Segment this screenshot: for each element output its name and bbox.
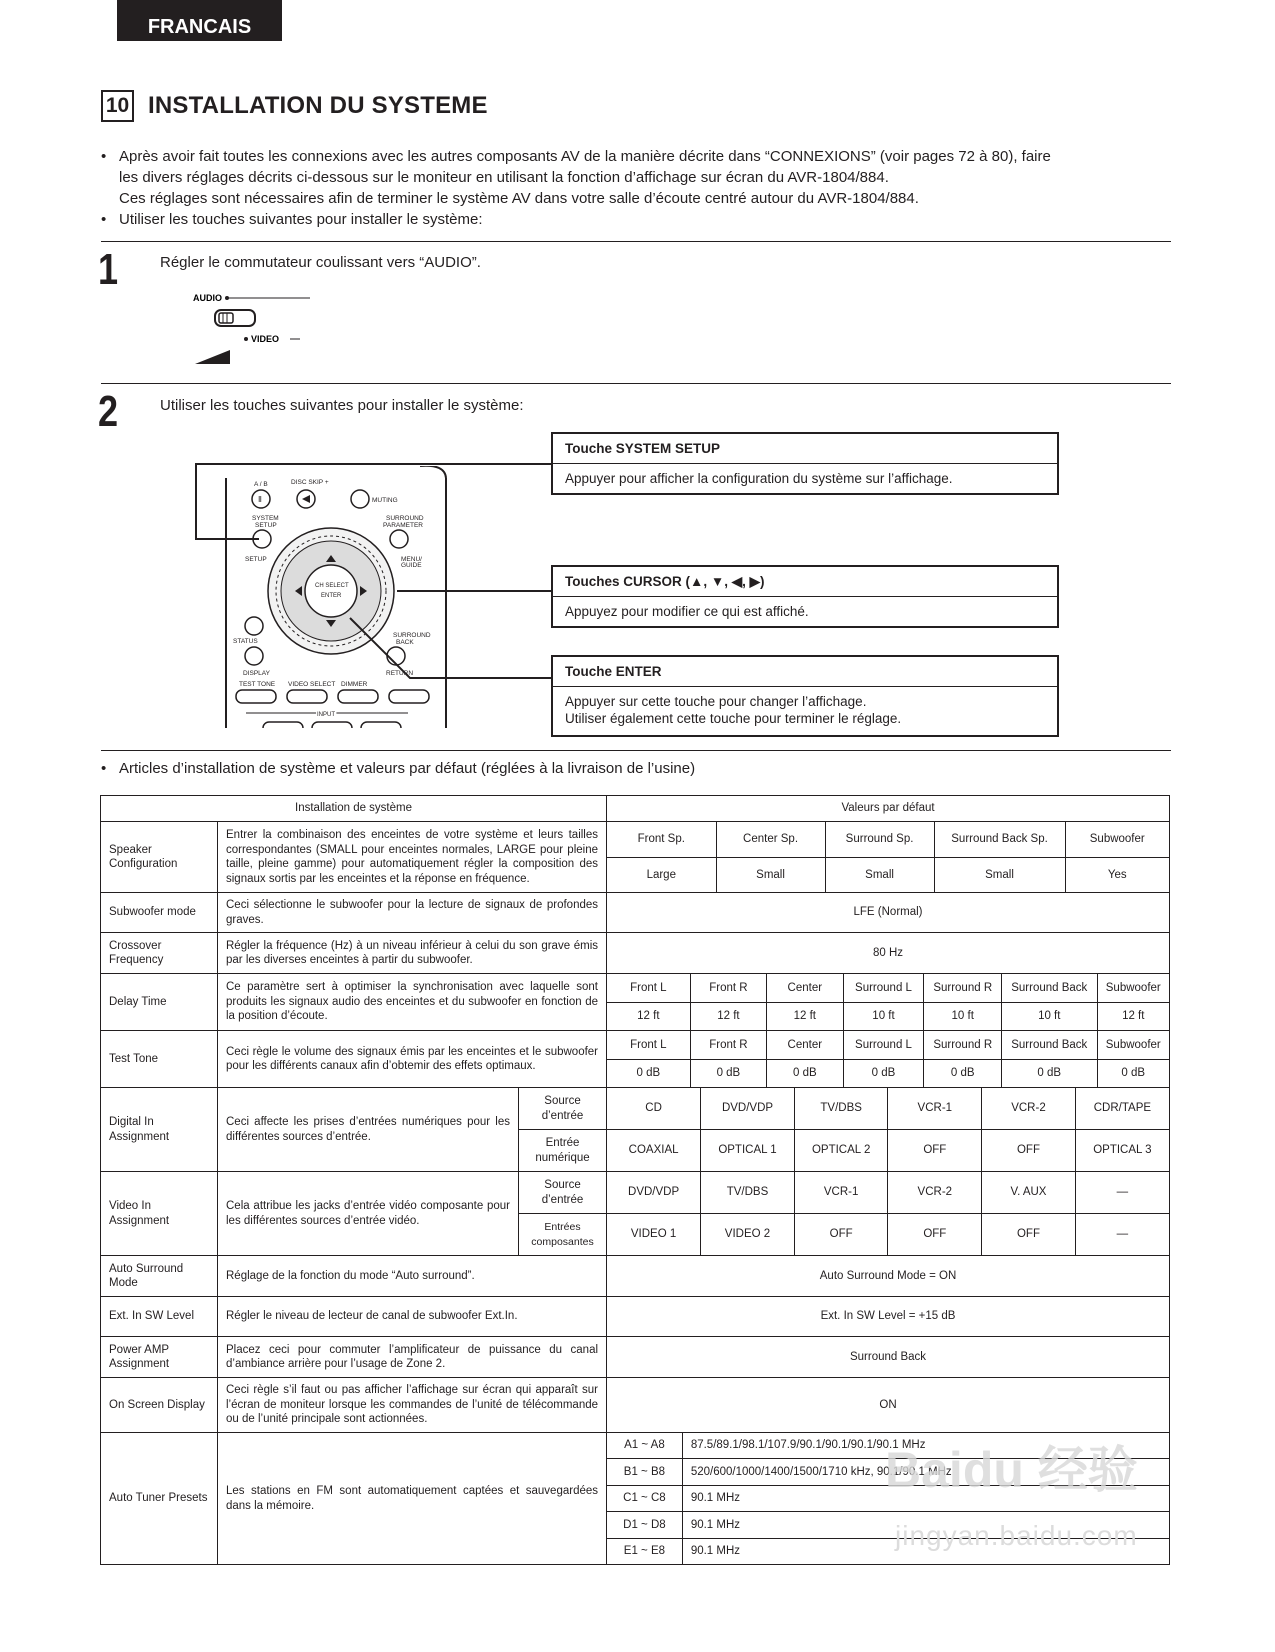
divider <box>101 241 1171 242</box>
step-1-text: Régler le commutateur coulissant vers “AUDIO”. <box>160 254 481 271</box>
callout-cursor: Touches CURSOR (▲, ▼, ◀, ▶) Appuyez pour modifier ce qui est affiché. <box>551 565 1059 628</box>
slide-switch-diagram <box>190 290 320 370</box>
table-row: Subwoofer mode Ceci sélectionne le subwoofer pour la lecture de signaux de profondes graves. LFE (Normal) <box>101 893 1170 933</box>
divider <box>101 383 1171 384</box>
svg-text:DISC SKIP +: DISC SKIP + <box>291 479 329 486</box>
table-row: Delay Time Ce paramètre sert à optimiser la synchronisation avec laquelle sont produits les signaux audio des enceintes et du subwoofer en fonction de la position d’écoute. Front L Front R Center Surround L Surround R Surround Back Subwoofer 12 ft 12 ft 12 ft 10 ft 10 ft 10 ft 12 ft <box>101 974 1170 1031</box>
table-row: Speaker Configuration Entrer la combinaison des enceintes de votre système et leurs tailles correspondantes (SMALL pour enceintes normales, LARGE pour pleine taille, pleine gamme) pour automatiquement régler la composition des signaux sortis par les enceintes et la réponse en fréquence. Front Sp. Center Sp. Surround Sp. Surround Back Sp. Subwoofer Large Small Small Small Yes <box>101 822 1170 893</box>
svg-text:BACK: BACK <box>396 639 414 646</box>
svg-text:VIDEO SELECT: VIDEO SELECT <box>288 681 336 688</box>
svg-text:MENU/: MENU/ <box>401 556 422 563</box>
svg-text:INPUT: INPUT <box>317 712 335 718</box>
intro-text: • Après avoir fait toutes les connexions avec les autres composants AV de la manière décrite dans “CONNEXIONS” (voir pages 72 à 80), faire les divers réglages décrits ci-dessous sur le moniteur en utilisant la fonction d’affichage sur écran du AVR-1804/884. Ces réglages sont nécessaires afin de terminer le système AV dans votre salle d’écoute centré autour du AVR-1804/884. • Utiliser les touches suivantes pour installer le système: <box>101 146 1171 230</box>
svg-text:AUDIO: AUDIO <box>193 293 222 303</box>
svg-text:Ⅱ: Ⅱ <box>258 495 262 504</box>
svg-text:MUTING: MUTING <box>372 497 398 504</box>
table-intro: • Articles d’installation de système et valeurs par défaut (réglées à la livraison de l’usine) <box>101 760 695 777</box>
svg-text:ENTER: ENTER <box>321 593 342 599</box>
svg-text:CH SELECT: CH SELECT <box>315 583 349 589</box>
section-number: 10 <box>101 90 134 122</box>
table-row: Auto Tuner Presets Les stations en FM sont automatiquement captées et sauvegardées dans la mémoire. A1 ~ A8 87.5/89.1/98.1/107.9/90.1/90.1/90.1/90.1 MHz B1 ~ B8 520/600/1000/1400/1500/1710 kHz, 90.1/90.1 MHz C1 ~ C8 90.1 MHz D1 ~ D8 90.1 MHz E1 ~ E8 90.1 MHz <box>101 1433 1170 1565</box>
section-title: INSTALLATION DU SYSTEME <box>148 92 488 119</box>
step-2-number: 2 <box>98 387 119 436</box>
table-head-right: Valeurs par défaut <box>607 796 1170 822</box>
svg-text:RETURN: RETURN <box>386 670 414 677</box>
step-2-text: Utiliser les touches suivantes pour installer le système: <box>160 397 524 414</box>
table-row: Ext. In SW Level Régler le niveau de lecteur de canal de subwoofer Ext.In. Ext. In SW Level = +15 dB <box>101 1297 1170 1337</box>
table-row: On Screen Display Ceci règle s’il faut ou pas afficher l’affichage sur écran qui apparaît sur l’écran de moniteur lorsque les commandes de l’unité de télécommande ou de l’unité principale sont actionnées. ON <box>101 1378 1170 1433</box>
callout-enter: Touche ENTER Appuyer sur cette touche pour changer l’affichage. Utiliser également cette touche pour terminer le réglage. <box>551 655 1059 737</box>
svg-text:DISPLAY: DISPLAY <box>243 670 270 677</box>
table-row: Video In Assignment Cela attribue les jacks d’entrée vidéo composante pour les différentes sources d’entrée vidéo. Source d’entrée DVD/VDP TV/DBS VCR-1 VCR-2 V. AUX — <box>101 1172 1170 1214</box>
svg-text:A / B: A / B <box>254 481 268 488</box>
language-tab: FRANCAIS <box>117 0 282 41</box>
callout-system-setup: Touche SYSTEM SETUP Appuyer pour afficher la configuration du système sur l’affichage. <box>551 432 1059 495</box>
step-1-number: 1 <box>98 245 119 294</box>
divider <box>101 750 1171 751</box>
svg-text:VIDEO: VIDEO <box>251 334 280 344</box>
table-row: Power AMP Assignment Placez ceci pour commuter l’amplificateur de puissance du canal d’ambiance arrière pour l’usage de Zone 2. Surround Back <box>101 1337 1170 1378</box>
table-row: Entrée numérique COAXIAL OPTICAL 1 OPTICAL 2 OFF OFF OPTICAL 3 <box>101 1130 1170 1172</box>
table-row: Crossover Frequency Régler la fréquence (Hz) à un niveau inférieur à celui du son grave émis par les diverses enceintes à partir du subwoofer. 80 Hz <box>101 933 1170 974</box>
watermark-url: jingyan.baidu.com <box>895 1520 1138 1551</box>
svg-text:PARAMETER: PARAMETER <box>383 522 423 529</box>
watermark-logo: Baidu 经验 <box>885 1442 1138 1498</box>
table-row: Auto Surround Mode Réglage de la fonction du mode “Auto surround”. Auto Surround Mode = ON <box>101 1256 1170 1297</box>
callout-lines <box>190 460 560 680</box>
svg-text:TEST TONE: TEST TONE <box>239 681 276 688</box>
svg-text:SETUP: SETUP <box>245 556 267 563</box>
table-head-left: Installation de système <box>101 796 607 822</box>
svg-text:SURROUND: SURROUND <box>386 515 424 522</box>
svg-text:SYSTEM: SYSTEM <box>252 515 279 522</box>
table-row: Entrées composantes VIDEO 1 VIDEO 2 OFF OFF OFF — <box>101 1214 1170 1256</box>
svg-text:STATUS: STATUS <box>233 638 258 645</box>
table-row: Digital In Assignment Ceci affecte les prises d’entrées numériques pour les différentes sources d’entrée. Source d’entrée CD DVD/VDP TV/DBS VCR-1 VCR-2 CDR/TAPE <box>101 1088 1170 1130</box>
table-row: Test Tone Ceci règle le volume des signaux émis par les enceintes et le subwoofer pour les différents canaux afin d’obtemir des effets optimaux. Front L Front R Center Surround L Surround R Surround Back Subwoofer 0 dB 0 dB 0 dB 0 dB 0 dB 0 dB 0 dB <box>101 1031 1170 1088</box>
svg-text:DIMMER: DIMMER <box>341 681 368 688</box>
svg-text:GUIDE: GUIDE <box>401 562 422 569</box>
svg-text:SURROUND: SURROUND <box>393 632 431 639</box>
svg-text:SETUP: SETUP <box>255 522 277 529</box>
